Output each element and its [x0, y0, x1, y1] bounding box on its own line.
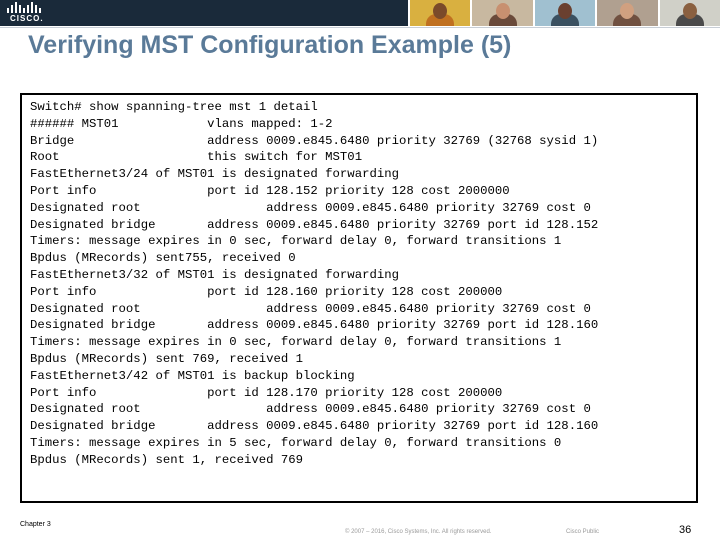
- cli-line: Designated bridge address 0009.e845.6480 priority 32769 port id 128.160: [30, 318, 599, 333]
- slide-title: Verifying MST Configuration Example (5): [28, 31, 512, 59]
- person-photo: [595, 0, 657, 26]
- cli-line: Bpdus (MRecords) sent 769, received 1: [30, 351, 304, 366]
- cli-line: Switch# show spanning-tree mst 1 detail: [30, 100, 318, 114]
- page-number: 36: [679, 524, 692, 536]
- cli-line: Bpdus (MRecords) sent 1, received 769: [30, 452, 304, 467]
- person-photo: [408, 0, 470, 26]
- cli-line: Port info port id 128.152 priority 128 cost 2000000: [30, 183, 510, 198]
- cli-line: Designated root address 0009.e845.6480 priority 32769 cost 0: [30, 200, 591, 215]
- footer-copyright: © 2007 – 2016, Cisco Systems, Inc. All rights reserved.: [345, 529, 492, 535]
- cli-line: Designated bridge address 0009.e845.6480 priority 32769 port id 128.152: [30, 217, 599, 232]
- cli-line: Port info port id 128.160 priority 128 cost 200000: [30, 284, 503, 299]
- cli-line: Bpdus (MRecords) sent755, received 0: [30, 251, 296, 266]
- cisco-logo-text: CISCO.: [10, 14, 44, 23]
- footer-classification: Cisco Public: [566, 529, 600, 535]
- cisco-bridge-icon: [6, 2, 46, 14]
- person-photo: [533, 0, 595, 26]
- header-banner: [0, 0, 720, 26]
- person-photo: [470, 0, 532, 26]
- cli-line: ###### MST01 vlans mapped: 1-2: [30, 116, 333, 131]
- cli-line: Timers: message expires in 0 sec, forward delay 0, forward transitions 1: [30, 335, 562, 350]
- cli-line: FastEthernet3/42 of MST01 is backup blocking: [30, 368, 355, 383]
- cli-line: FastEthernet3/24 of MST01 is designated forwarding: [30, 167, 399, 182]
- cli-line: Timers: message expires in 5 sec, forward delay 0, forward transitions 0: [30, 435, 562, 450]
- cli-line: Designated root address 0009.e845.6480 priority 32769 cost 0: [30, 301, 591, 316]
- cli-line: Designated root address 0009.e845.6480 priority 32769 cost 0: [30, 402, 591, 417]
- cli-line: Port info port id 128.170 priority 128 cost 200000: [30, 385, 503, 400]
- title-divider: [0, 27, 720, 28]
- cli-line: Bridge address 0009.e845.6480 priority 32769 (32768 sysid 1): [30, 133, 599, 148]
- cli-output-box: [20, 93, 698, 503]
- person-photo: [658, 0, 720, 26]
- cli-line: Timers: message expires in 0 sec, forward delay 0, forward transitions 1: [30, 234, 562, 249]
- cisco-logo: [6, 2, 46, 24]
- cli-line: Root this switch for MST01: [30, 150, 363, 165]
- footer-chapter: Chapter 3: [20, 521, 51, 528]
- cli-line: Designated bridge address 0009.e845.6480 priority 32769 port id 128.160: [30, 419, 599, 434]
- header-photo-strip: [408, 0, 720, 26]
- cli-line: FastEthernet3/32 of MST01 is designated forwarding: [30, 267, 399, 282]
